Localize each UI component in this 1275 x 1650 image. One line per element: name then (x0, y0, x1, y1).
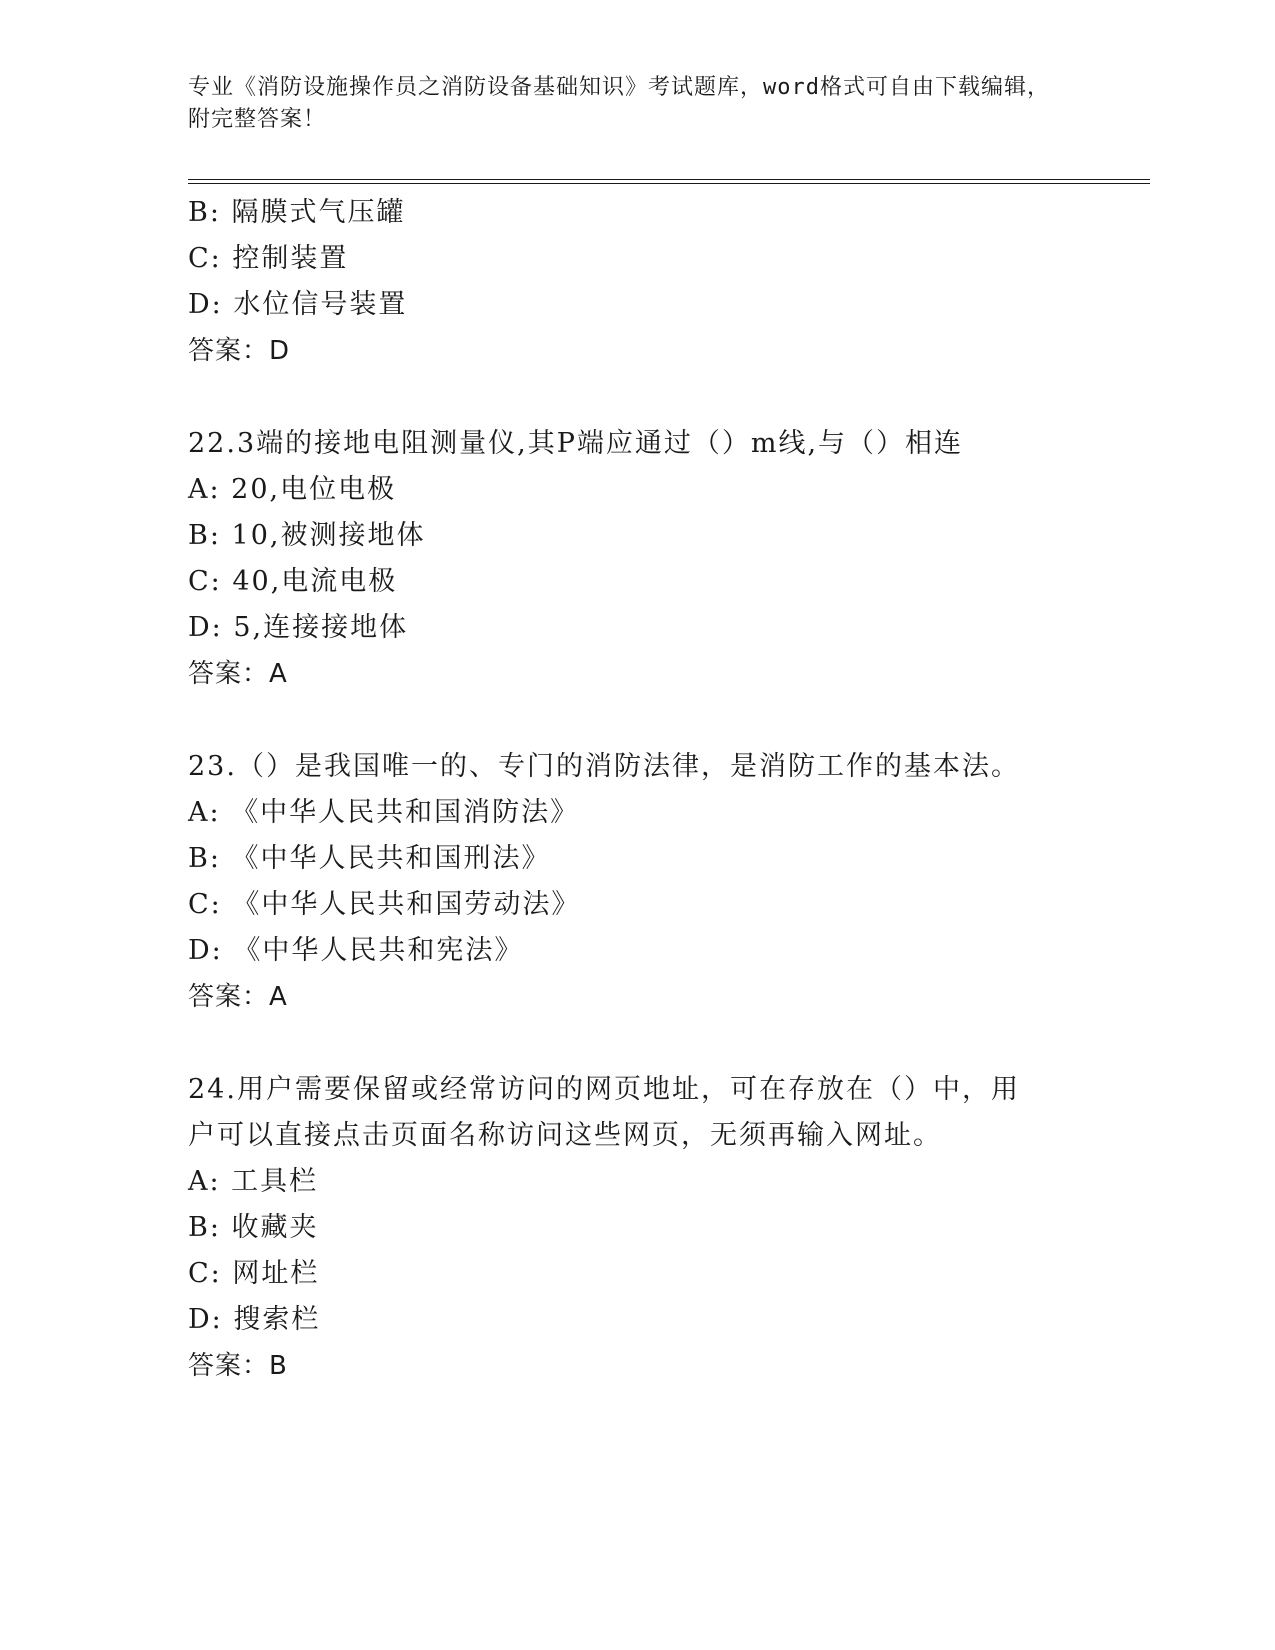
spacer (188, 374, 1088, 421)
question-stem: 24.用户需要保留或经常访问的网页地址，可在存放在（）中，用户可以直接点击页面名称访问这些网页，无须再输入网址。 (188, 1074, 1020, 1151)
option-c: C: 网址栏 (188, 1258, 320, 1289)
spacer (188, 1020, 1088, 1067)
header-divider-bottom (188, 183, 1150, 184)
question-block-22 (188, 421, 1088, 697)
option-c: C: 40,电流电极 (188, 566, 398, 597)
question-list (188, 190, 1088, 1389)
option-b: B: 收藏夹 (188, 1212, 319, 1243)
header-divider-top (188, 179, 1150, 180)
option-c: C: 控制装置 (188, 243, 349, 274)
question-block-partial (188, 190, 1088, 374)
answer-line: 答案：A (188, 659, 288, 689)
question-block-23 (188, 744, 1088, 1020)
option-b: B: 《中华人民共和国刑法》 (188, 843, 551, 874)
question-stem: 23.（）是我国唯一的、专门的消防法律，是消防工作的基本法。 (188, 751, 1020, 782)
answer-line: 答案：A (188, 982, 288, 1012)
option-d: D: 5,连接接地体 (188, 612, 409, 643)
option-b: B: 10,被测接地体 (188, 520, 426, 551)
option-d: D: 《中华人民共和宪法》 (188, 935, 524, 966)
answer-line: 答案：D (188, 336, 291, 366)
option-a: A: 20,电位电极 (188, 474, 397, 505)
document-header: 专业《消防设施操作员之消防设备基础知识》考试题库，word格式可自由下载编辑，附完整答案！ (188, 75, 1050, 132)
question-block-24 (188, 1067, 1088, 1389)
answer-line: 答案：B (188, 1351, 288, 1381)
option-b: B: 隔膜式气压罐 (188, 197, 406, 228)
option-d: D: 水位信号装置 (188, 289, 408, 320)
question-stem: 22.3端的接地电阻测量仪,其P端应通过（）m线,与（）相连 (188, 428, 964, 459)
option-a: A: 《中华人民共和国消防法》 (188, 797, 580, 828)
spacer (188, 697, 1088, 744)
option-a: A: 工具栏 (188, 1166, 319, 1197)
option-c: C: 《中华人民共和国劳动法》 (188, 889, 581, 920)
option-d: D: 搜索栏 (188, 1304, 321, 1335)
